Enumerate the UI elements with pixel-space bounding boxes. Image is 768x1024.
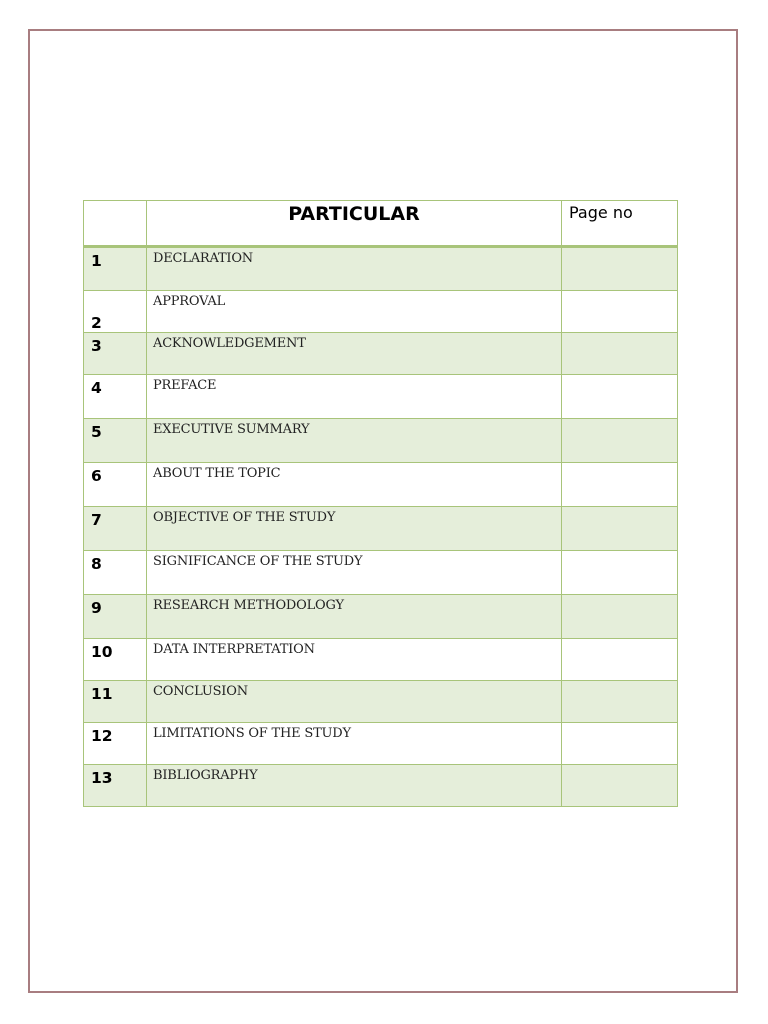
row-particular: PREFACE [153, 378, 217, 393]
row-number: 8 [91, 555, 102, 573]
row-particular: OBJECTIVE OF THE STUDY [153, 510, 336, 525]
row-number-cell [84, 333, 147, 375]
row-number: 7 [91, 511, 102, 529]
row-number: 1 [91, 252, 102, 270]
row-page-no-cell [562, 639, 678, 681]
row-page-no-cell [562, 463, 678, 507]
row-number: 4 [91, 379, 102, 397]
row-number-cell [84, 595, 147, 639]
row-page-no-cell [562, 333, 678, 375]
row-particular-cell [147, 595, 562, 639]
row-number-cell [84, 551, 147, 595]
row-page-no-cell [562, 375, 678, 419]
row-page-no-cell [562, 419, 678, 463]
row-number-cell [84, 507, 147, 551]
header-page-no-cell [562, 201, 678, 247]
row-number: 2 [91, 314, 102, 332]
row-particular: DECLARATION [153, 251, 253, 266]
row-number-cell [84, 247, 147, 291]
row-number-cell [84, 291, 147, 333]
table-row [84, 723, 678, 765]
row-particular-cell [147, 765, 562, 807]
row-particular-cell [147, 639, 562, 681]
row-particular: APPROVAL [153, 294, 226, 309]
row-number-cell [84, 639, 147, 681]
row-number-cell [84, 419, 147, 463]
row-number: 6 [91, 467, 102, 485]
table-row [84, 463, 678, 507]
header-particular-cell [147, 201, 562, 247]
row-page-no-cell [562, 595, 678, 639]
row-particular: DATA INTERPRETATION [153, 642, 315, 657]
row-particular-cell [147, 333, 562, 375]
table-row [84, 551, 678, 595]
row-number: 3 [91, 337, 102, 355]
row-particular: ABOUT THE TOPIC [153, 466, 281, 481]
table-row [84, 333, 678, 375]
row-number-cell [84, 723, 147, 765]
table-row [84, 507, 678, 551]
row-particular-cell [147, 681, 562, 723]
row-number-cell [84, 765, 147, 807]
row-page-no-cell [562, 247, 678, 291]
row-particular-cell [147, 419, 562, 463]
row-particular: LIMITATIONS OF THE STUDY [153, 726, 351, 741]
table-header-row [84, 201, 678, 247]
row-page-no-cell [562, 723, 678, 765]
row-number-cell [84, 463, 147, 507]
row-particular-cell [147, 375, 562, 419]
row-page-no-cell [562, 681, 678, 723]
row-page-no-cell [562, 551, 678, 595]
row-number: 13 [91, 769, 113, 787]
row-particular-cell [147, 463, 562, 507]
table-row [84, 375, 678, 419]
row-particular: CONCLUSION [153, 684, 248, 699]
table-row [84, 639, 678, 681]
row-number: 11 [91, 685, 113, 703]
header-page-no-label: Page no [569, 203, 633, 222]
row-number: 10 [91, 643, 113, 661]
row-particular-cell [147, 723, 562, 765]
table-row [84, 247, 678, 291]
row-number: 12 [91, 727, 113, 745]
row-particular: ACKNOWLEDGEMENT [153, 336, 306, 351]
table-row [84, 765, 678, 807]
table-row [84, 681, 678, 723]
row-particular-cell [147, 291, 562, 333]
row-particular-cell [147, 551, 562, 595]
row-particular: BIBLIOGRAPHY [153, 768, 258, 783]
table-row [84, 595, 678, 639]
row-number: 9 [91, 599, 102, 617]
header-particular-label: PARTICULAR [288, 203, 420, 225]
row-number-cell [84, 681, 147, 723]
row-page-no-cell [562, 765, 678, 807]
row-number-cell [84, 375, 147, 419]
row-particular-cell [147, 247, 562, 291]
row-page-no-cell [562, 291, 678, 333]
row-page-no-cell [562, 507, 678, 551]
row-particular: RESEARCH METHODOLOGY [153, 598, 344, 613]
row-number: 5 [91, 423, 102, 441]
row-particular: EXECUTIVE SUMMARY [153, 422, 310, 437]
table-row [84, 291, 678, 333]
row-particular-cell [147, 507, 562, 551]
row-particular: SIGNIFICANCE OF THE STUDY [153, 554, 363, 569]
header-number-cell [84, 201, 147, 247]
table-row [84, 419, 678, 463]
contents-table [83, 200, 678, 807]
